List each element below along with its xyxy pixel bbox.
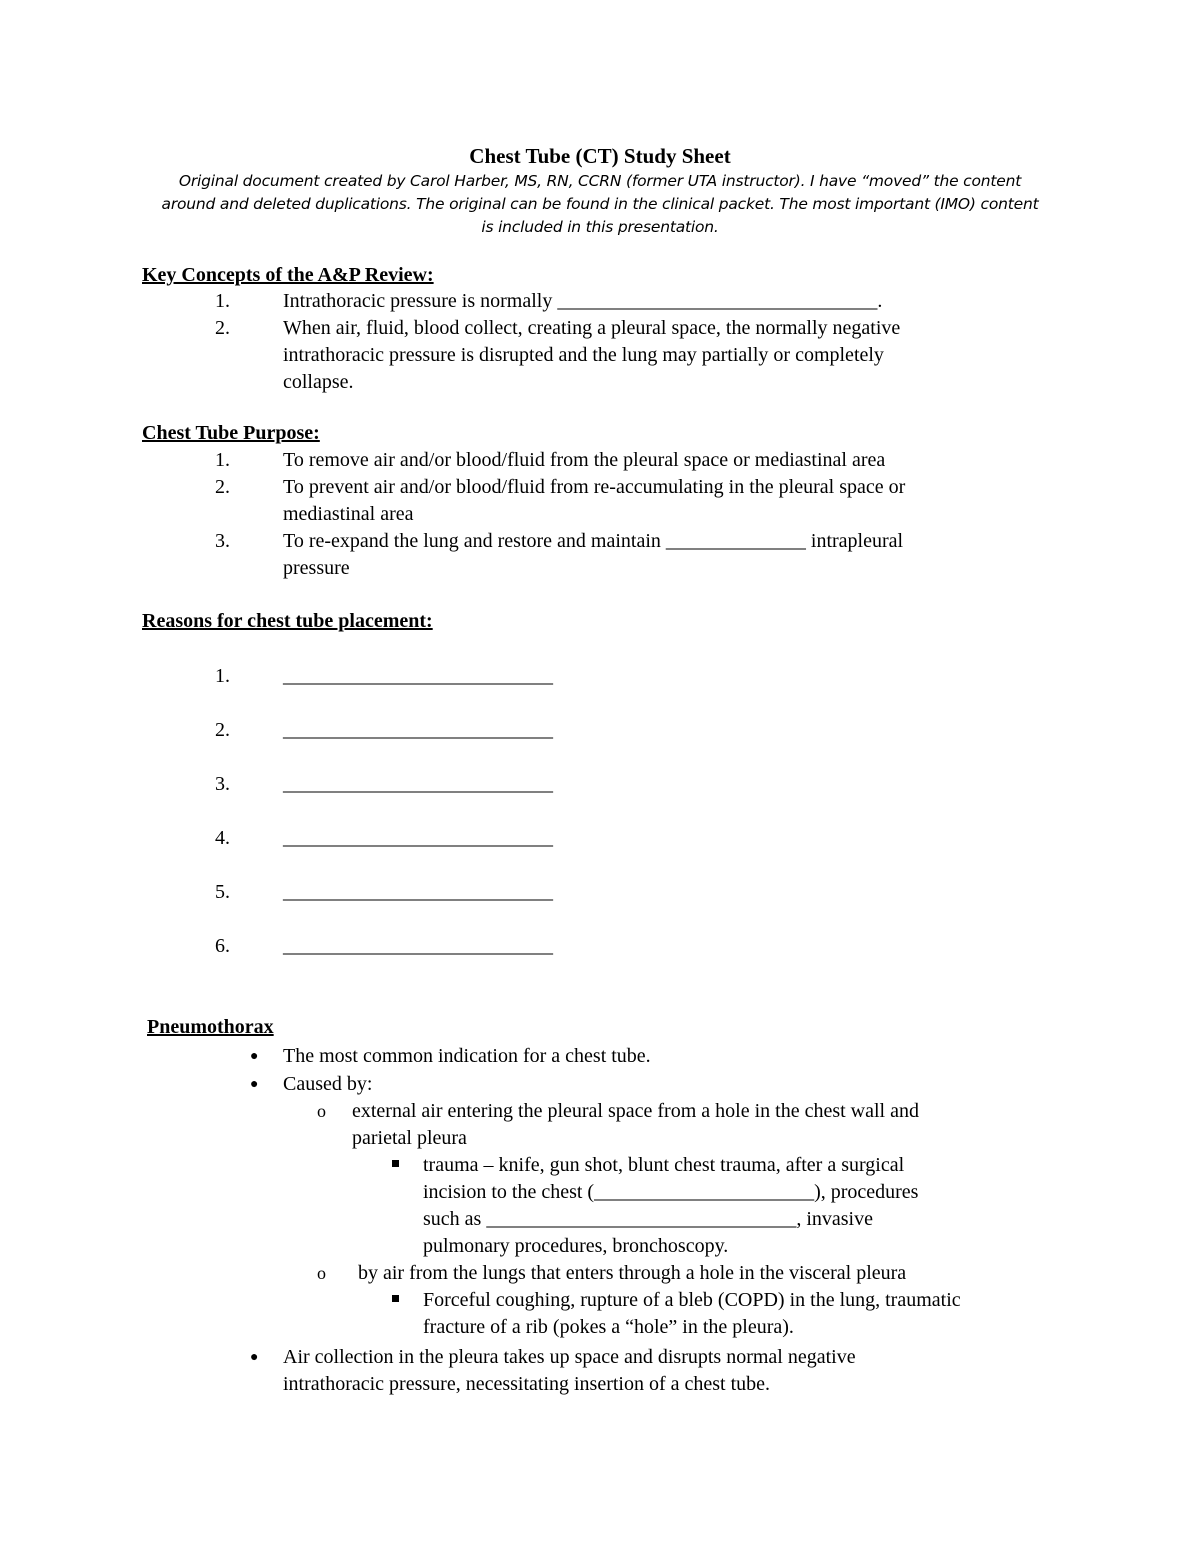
sub-bullet-text: external air entering the pleural space from a hole in the chest wall and — [352, 1100, 919, 1122]
sub-sub-bullet-text: incision to the chest (______________________), procedures — [423, 1181, 919, 1203]
list-number: 3. — [215, 530, 230, 552]
list-number: 2. — [215, 476, 230, 498]
list-item-text: To prevent air and/or blood/fluid from re-accumulating in the pleural space or — [283, 476, 906, 498]
list-item-text: Intrathoracic pressure is normally ________________________________. — [283, 290, 883, 312]
sub-sub-bullet-text: Forceful coughing, rupture of a bleb (COPD) in the lung, traumatic — [423, 1289, 961, 1311]
list-number: 4. — [215, 827, 230, 849]
list-number: 2. — [215, 719, 230, 741]
list-number: 3. — [215, 773, 230, 795]
list-number: 1. — [215, 665, 230, 687]
document-title: Chest Tube (CT) Study Sheet — [469, 144, 731, 168]
sub-sub-bullet-text: fracture of a rib (pokes a “hole” in the pleura). — [423, 1316, 794, 1338]
subtitle-line: is included in this presentation. — [481, 218, 719, 236]
sub-sub-bullet-text: trauma – knife, gun shot, blunt chest trauma, after a surgical — [423, 1154, 905, 1176]
list-item-text: To re-expand the lung and restore and maintain ______________ intrapleural — [283, 530, 904, 552]
sub-bullet-text: parietal pleura — [352, 1127, 467, 1149]
subtitle-line: around and deleted duplications. The original can be found in the clinical packet. The most important (IMO) content — [161, 195, 1039, 213]
sub-sub-bullet-text: pulmonary procedures, bronchoscopy. — [423, 1235, 729, 1257]
circle-bullet-icon: o — [317, 1263, 326, 1283]
list-item-text: intrathoracic pressure is disrupted and the lung may partially or completely — [283, 344, 884, 366]
circle-bullet-icon: o — [317, 1101, 326, 1121]
blank-line: ___________________________ — [283, 935, 553, 957]
list-item-text: mediastinal area — [283, 503, 414, 525]
bullet-icon: ● — [250, 1049, 259, 1064]
blank-line: ___________________________ — [283, 827, 553, 849]
square-bullet-icon — [392, 1160, 399, 1167]
blank-line: ___________________________ — [283, 719, 553, 741]
bullet-text: The most common indication for a chest tube. — [283, 1045, 651, 1067]
blank-line: ___________________________ — [283, 881, 553, 903]
list-number: 6. — [215, 935, 230, 957]
list-number: 5. — [215, 881, 230, 903]
bullet-text: Air collection in the pleura takes up space and disrupts normal negative — [283, 1346, 856, 1368]
purpose-heading: Chest Tube Purpose: — [142, 422, 320, 444]
bullet-icon: ● — [250, 1350, 259, 1365]
list-number: 2. — [215, 317, 230, 339]
bullet-icon: ● — [250, 1077, 259, 1092]
list-number: 1. — [215, 290, 230, 312]
reasons-heading: Reasons for chest tube placement: — [142, 610, 433, 632]
bullet-text: Caused by: — [283, 1073, 373, 1095]
square-bullet-icon — [392, 1295, 399, 1302]
key-concepts-heading: Key Concepts of the A&P Review: — [142, 264, 434, 286]
blank-line: ___________________________ — [283, 773, 553, 795]
subtitle-line: Original document created by Carol Harber, MS, RN, CCRN (former UTA instructor). I have “moved” the content — [178, 172, 1022, 190]
list-item-text: pressure — [283, 557, 350, 579]
document-subtitle — [138, 170, 1062, 239]
sub-bullet-text: by air from the lungs that enters through a hole in the visceral pleura — [358, 1262, 907, 1284]
blank-line: ___________________________ — [283, 665, 553, 687]
list-item-text: collapse. — [283, 371, 354, 393]
list-number: 1. — [215, 449, 230, 471]
list-item-text: To remove air and/or blood/fluid from the pleural space or mediastinal area — [283, 449, 886, 471]
bullet-text: intrathoracic pressure, necessitating insertion of a chest tube. — [283, 1373, 771, 1395]
list-item-text: When air, fluid, blood collect, creating a pleural space, the normally negative — [283, 317, 901, 339]
sub-sub-bullet-text: such as _______________________________, invasive — [423, 1208, 873, 1230]
pneumothorax-heading: Pneumothorax — [147, 1016, 274, 1038]
